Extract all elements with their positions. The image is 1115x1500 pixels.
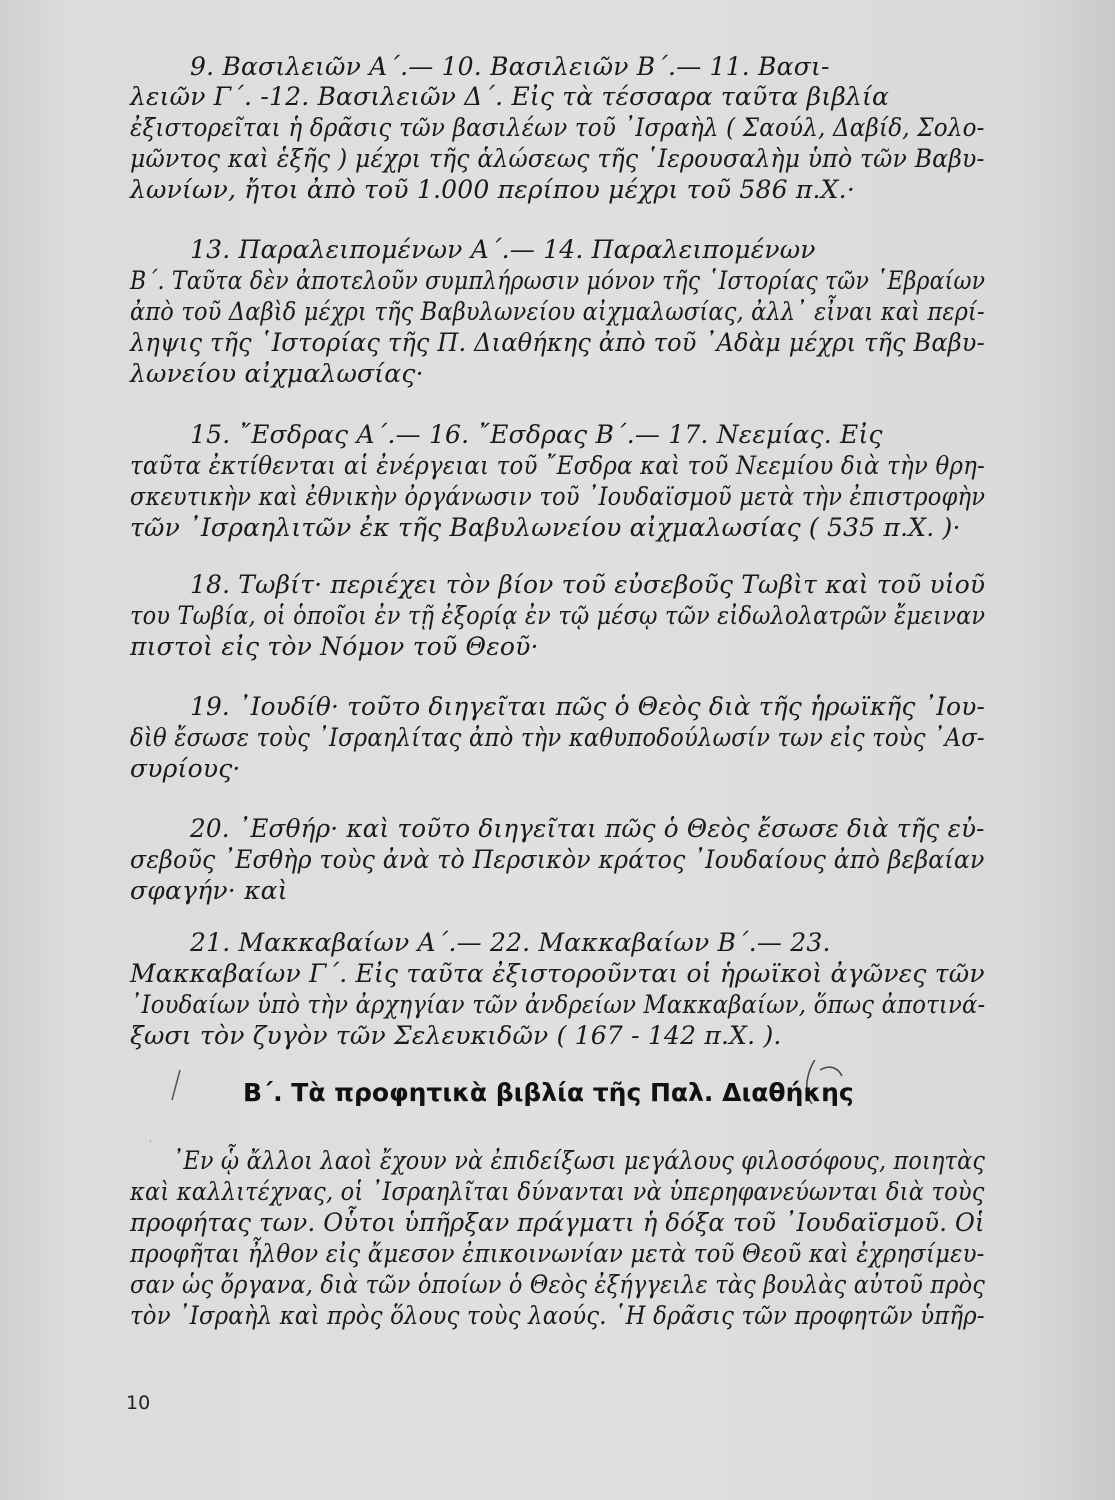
text-line: πιστοὶ εἰς τὸν Νόμον τοῦ Θεοῦ· xyxy=(130,632,539,661)
text-line: τὸν ᾿Ισραὴλ καὶ πρὸς ὅλους τοὺς λαούς. ῾Η δρᾶσις τῶν προφητῶν ὑπῆρ- xyxy=(130,1301,985,1330)
text-line: δὶθ ἔσωσε τοὺς ᾿Ισραηλίτας ἀπὸ τὴν καθυποδούλωσίν των εἰς τοὺς ᾿Ασ- xyxy=(130,723,985,752)
text-line: προφήτας των. Οὗτοι ὑπῆρξαν πράγματι ἡ δόξα τοῦ ᾿Ιουδαϊσμοῦ. Οἱ xyxy=(130,1208,985,1237)
text-line: 9. Βασιλειῶν Α΄.— 10. Βασιλειῶν Β΄.— 11. Βασι- xyxy=(190,52,830,81)
text-line: 15. ῎Εσδρας Α΄.— 16. ῎Εσδρας Β΄.— 17. Νεεμίας. Εἰς xyxy=(190,420,883,449)
text-line: συρίους· xyxy=(130,754,241,783)
text-line: καὶ καλλιτέχνας, οἱ ᾿Ισραηλῖται δύνανται νὰ ὑπερηφανεύωνται διὰ τοὺς xyxy=(130,1177,985,1206)
text-line: του Τωβία, οἱ ὁποῖοι ἐν τῇ ἐξορίᾳ ἐν τῷ μέσῳ τῶν εἰδωλολατρῶν ἔμειναν xyxy=(130,601,986,630)
text-line: τῶν ᾿Ισραηλιτῶν ἐκ τῆς Βαβυλωνείου αἰχμαλωσίας ( 535 π.Χ. )· xyxy=(130,513,961,542)
text-line: 18. Τωβίτ· περιέχει τὸν βίον τοῦ εὐσεβοῦς Τωβὶτ καὶ τοῦ υἱοῦ xyxy=(190,570,986,599)
text-line: Β΄. Ταῦτα δὲν ἀποτελοῦν συμπλήρωσιν μόνον τῆς ῾Ιστορίας τῶν ῾Εβραίων xyxy=(130,266,986,295)
text-line: ξωσι τὸν ζυγὸν τῶν Σελευκιδῶν ( 167 - 142 π.Χ. ). xyxy=(130,1021,782,1050)
text-line: σφαγήν· καὶ xyxy=(130,876,288,905)
text-line: σκευτικὴν καὶ ἐθνικὴν ὀργάνωσιν τοῦ ᾿Ιουδαϊσμοῦ μετὰ τὴν ἐπιστροφὴν xyxy=(130,482,986,511)
text-line: 19. ᾿Ιουδίθ· τοῦτο διηγεῖται πῶς ὁ Θεὸς διὰ τῆς ἡρωϊκῆς ᾿Ιου- xyxy=(190,692,986,721)
page-number: 10 xyxy=(126,1392,151,1414)
text-line: ταῦτα ἐκτίθενται αἱ ἐνέργειαι τοῦ ῎Εσδρα καὶ τοῦ Νεεμίου διὰ τὴν θρη- xyxy=(130,451,985,480)
text-line: λωνείου αἰχμαλωσίας· xyxy=(130,359,424,388)
text-line: προφῆται ἦλθον εἰς ἄμεσον ἐπικοινωνίαν μετὰ τοῦ Θεοῦ καὶ ἐχρησίμευ- xyxy=(130,1239,985,1268)
section-heading: Β΄. Τὰ προφητικὰ βιβλία τῆς Παλ. Διαθήκης xyxy=(243,1078,854,1107)
text-line: ἐξιστορεῖται ἡ δρᾶσις τῶν βασιλέων τοῦ ᾿Ισραὴλ ( Σαούλ, Δαβίδ, Σολο- xyxy=(130,113,985,142)
text-line: Μακκαβαίων Γ΄. Εἰς ταῦτα ἐξιστοροῦνται οἱ ἡρωϊκοὶ ἀγῶνες τῶν xyxy=(130,959,985,988)
text-line: 20. ᾿Εσθήρ· καὶ τοῦτο διηγεῖται πῶς ὁ Θεὸς ἔσωσε διὰ τῆς εὐ- xyxy=(190,814,985,843)
text-line: λωνίων, ἤτοι ἀπὸ τοῦ 1.000 περίπου μέχρι τοῦ 586 π.Χ.· xyxy=(130,175,855,204)
text-line: σεβοῦς ᾿Εσθὴρ τοὺς ἀνὰ τὸ Περσικὸν κράτος ᾿Ιουδαίους ἀπὸ βεβαίαν xyxy=(130,845,985,874)
text-line: σαν ὡς ὄργανα, διὰ τῶν ὁποίων ὁ Θεὸς ἐξήγγειλε τὰς βουλὰς αὐτοῦ πρὸς xyxy=(130,1270,986,1299)
text-line: ἀπὸ τοῦ Δαβὶδ μέχρι τῆς Βαβυλωνείου αἰχμαλωσίας, ἀλλ᾿ εἶναι καὶ περί- xyxy=(130,297,985,326)
text-line: 13. Παραλειπομένων Α΄.— 14. Παραλειπομένων xyxy=(190,235,816,264)
text-line: ᾿Εν ᾧ ἄλλοι λαοὶ ἔχουν νὰ ἐπιδείξωσι μεγάλους φιλοσόφους, ποιητὰς xyxy=(172,1146,986,1175)
text-line: ᾿Ιουδαίων ὑπὸ τὴν ἀρχηγίαν τῶν ἀνδρείων Μακκαβαίων, ὅπως ἀποτινά- xyxy=(130,990,986,1019)
text-line: μῶντος καὶ ἑξῆς ) μέχρι τῆς ἁλώσεως τῆς ῾Ιερουσαλὴμ ὑπὸ τῶν Βαβυ- xyxy=(130,144,985,173)
text-line: λειῶν Γ΄. -12. Βασιλειῶν Δ΄. Εἰς τὰ τέσσαρα ταῦτα βιβλία xyxy=(130,82,890,111)
text-line: 21. Μακκαβαίων Α΄.— 22. Μακκαβαίων Β΄.— 23. xyxy=(190,928,831,957)
text-line: ληψις τῆς ῾Ιστορίας τῆς Π. Διαθήκης ἀπὸ τοῦ ᾿Αδὰμ μέχρι τῆς Βαβυ- xyxy=(130,328,985,357)
